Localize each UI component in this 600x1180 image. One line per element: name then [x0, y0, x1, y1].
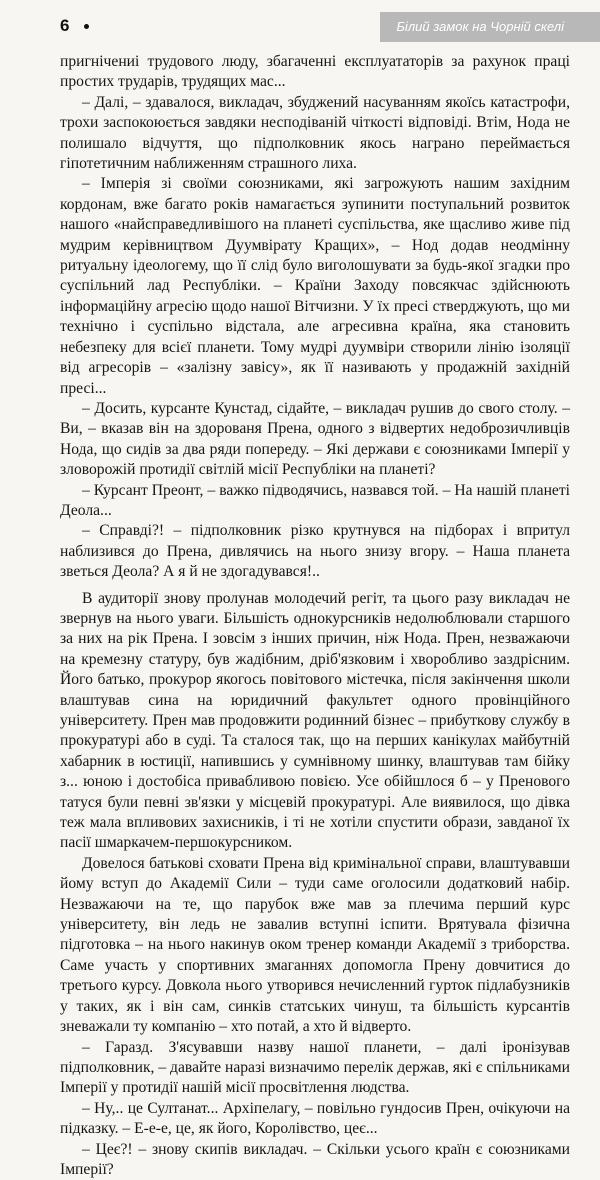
- paragraph: В аудиторії знову пролунав молодечий регіт, та цього разу викладач не звернув на нього уваги. Більшість однокурсників недолюблювали старшого за них на рік Прена. І зовсім з інших причин, ніж Нода. Прен, незважаючи на кремезну статуру, був жадібним, дріб'язковим і хворобливо заздрісним. Його батько, прокурор якогось повітового містечка, після закінчення школи влаштував сина на юридичний факультет одного провінційного університету. Прен мав продовжити родинний бізнес – прибуткову службу в прокуратурі або в суді. Та сталося так, що на перших канікулах майбутній хабарник в юстиції, напившись у сумнівному шинку, влаштував там бійку з... юною і достобіса привабливою повією. Усе обійшлося б – у Пренового татуся були певні зв'язки у місцевій прокуратурі. Але виявилося, що дівка теж мала впливових захисників, і ті не хотіли спустити образи, завданої їх пасії шмаркачем-першокурсником.: [60, 589, 570, 852]
- paragraph: – Справді?! – підполковник різко крутнувся на підборах і впритул наблизився до Прена, дивлячись на нього знизу вгору. – Наша планета зветься Деола? А я й не здогадувався!..: [60, 522, 570, 581]
- paragraph: – Цеє?! – знову скипів викладач. – Скільки усього країн є союзниками Імперії?: [60, 1140, 570, 1178]
- paragraph: – Гаразд. З'ясувавши назву нашої планети, – далі іронізував підполковник, – давайте наразі визначимо перелік держав, які є спільниками Імперії у протидії нашій місії просвітлення людства.: [60, 1038, 570, 1097]
- page-number: 6: [60, 16, 70, 35]
- paragraph: Довелося батькові сховати Прена від кримінальної справи, влаштувавши йому вступ до Академії Сили – туди саме оголосили додатковий набір. Незважаючи на те, що парубок вже мав за плечима перший курс університету, він ледь не завалив вступні іспити. Врятувала фізична підготовка – на нього накинув оком тренер команди Академії з триборства. Саме участь у спортивних змаганнях допомогла Прену довчитися до третього курсу. Довкола нього утворився нечисленний гурток підлабузників у таких, як і він сам, синків статських чинуш, та більшість курсантів зневажали ту компанію – хто потай, а хто й відверто.: [60, 854, 570, 1036]
- paragraph: – Імперія зі своїми союзниками, які загрожують нашим західним кордонам, вже багато років намагається зупинити поступальний розвиток нашого «найсправедливішого на планеті суспільства, яке щасливо живе під мудрим керівництвом Дуумвірату Кращих», – Нод додав неодмінну ритуальну ідеологему, що її слід було виголошувати за будь-якої згадки про суспільний лад Республіки. – Країни Заходу повсякчас здійснюють інформаційну агресію щодо нашої Вітчизни. У їх пресі стверджують, що ми технічно і суспільно відстала, але агресивна країна, яка становить небезпеку для всієї планети. Тому мудрі дуумвіри створили лінію ізоляції від агресорів – «залізну завісу», як її називають у продажній західній пресі...: [60, 175, 570, 397]
- running-title: Білий замок на Чорній скелі: [380, 12, 600, 42]
- paragraph: – Далі, – здавалося, викладач, збуджений насуванням якоїсь катастрофи, трохи заспокоюється завдяки несподіваній чіткості відповіді. Втім, Нода не полишало відчуття, що підполковник якось награно переймається гіпотетичним наближенням страшного лиха.: [60, 93, 570, 173]
- body-text: [60, 52, 570, 1180]
- bullet-icon: [84, 24, 89, 29]
- page-header: [60, 12, 570, 42]
- paragraph: пригнічениі трудового люду, збагаченні експлуататорів за рахунок праці простих трударів, трудящих мас...: [60, 53, 570, 91]
- book-page: [0, 12, 600, 1178]
- paragraph: – Досить, курсанте Кунстад, сідайте, – викладач рушив до свого столу. – Ви, – вказав він на здорованя Прена, одного з відвертих недоброзичливців Нода, що сидів за два ряди попереду. – Які держави є союзниками Імперії у зловорожій протидії світлій місії Республіки на планеті?: [60, 399, 570, 479]
- paragraph: – Ну,.. це Султанат... Архіпелагу, – повільно гундосив Прен, очікуючи на підказку. – Е-е-е, це, як його, Королівство, цеє...: [60, 1099, 570, 1138]
- paragraph: – Курсант Преонт, – важко підводячись, назвався той. – На нашій планеті Деола...: [60, 481, 570, 519]
